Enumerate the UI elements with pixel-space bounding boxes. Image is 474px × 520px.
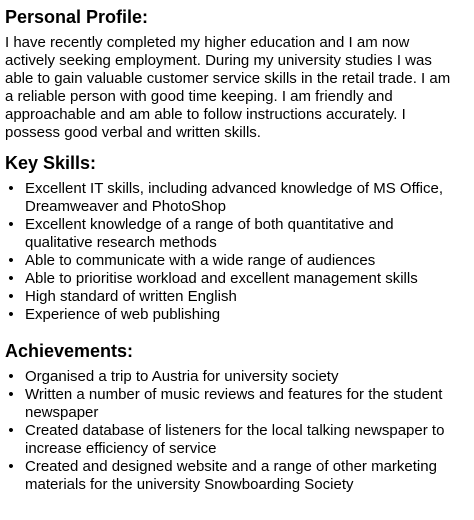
profile-line: I have recently completed my higher education and I am now <box>5 34 410 51</box>
profile-line: able to gain valuable customer service skills in the retail trade. I am <box>5 70 451 87</box>
list-item-line: Able to prioritise workload and excellent management skills <box>25 270 418 287</box>
bullet-icon: • <box>8 306 14 323</box>
list-item-line: newspaper <box>25 404 99 421</box>
list-item <box>0 458 474 494</box>
list-item-line: qualitative research methods <box>25 234 217 251</box>
list-item <box>0 422 474 458</box>
list-item-line: Created database of listeners for the local talking newspaper to <box>25 422 445 439</box>
profile-line: approachable and am able to follow instructions accurately. I <box>5 106 406 123</box>
bullet-icon: • <box>8 216 14 233</box>
personal-profile-heading: Personal Profile: <box>5 7 149 27</box>
list-item <box>0 252 474 270</box>
list-item <box>0 386 474 422</box>
list-item-line: High standard of written English <box>25 288 237 305</box>
list-item-line: Organised a trip to Austria for university society <box>25 368 339 385</box>
list-item-line: increase efficiency of service <box>25 440 217 457</box>
list-item-line: Written a number of music reviews and features for the student <box>25 386 443 403</box>
key-skills-list <box>0 180 474 324</box>
profile-line: actively seeking employment. During my university studies I was <box>5 52 432 69</box>
list-item-line: Created and designed website and a range of other marketing <box>25 458 437 475</box>
bullet-icon: • <box>8 180 14 197</box>
bullet-icon: • <box>8 368 14 385</box>
bullet-icon: • <box>8 252 14 269</box>
list-item-line: materials for the university Snowboarding Society <box>25 476 354 493</box>
bullet-icon: • <box>8 458 14 475</box>
list-item-line: Experience of web publishing <box>25 306 221 323</box>
list-item <box>0 270 474 288</box>
list-item-line: Excellent knowledge of a range of both quantitative and <box>25 216 394 233</box>
achievements-list <box>0 368 474 494</box>
list-item <box>0 368 474 386</box>
bullet-icon: • <box>8 270 14 287</box>
list-item <box>0 306 474 324</box>
bullet-icon: • <box>8 422 14 439</box>
list-item <box>0 288 474 306</box>
bullet-icon: • <box>8 386 14 403</box>
list-item-line: Dreamweaver and PhotoShop <box>25 198 226 215</box>
profile-line: possess good verbal and written skills. <box>5 124 261 141</box>
achievements-heading: Achievements: <box>5 341 134 361</box>
list-item <box>0 180 474 216</box>
key-skills-heading: Key Skills: <box>5 153 97 173</box>
profile-line: a reliable person with good time keeping. I am friendly and <box>5 88 393 105</box>
list-item-line: Able to communicate with a wide range of audiences <box>25 252 376 269</box>
list-item-line: Excellent IT skills, including advanced knowledge of MS Office, <box>25 180 443 197</box>
list-item <box>0 216 474 252</box>
personal-profile-text <box>5 34 471 142</box>
bullet-icon: • <box>8 288 14 305</box>
